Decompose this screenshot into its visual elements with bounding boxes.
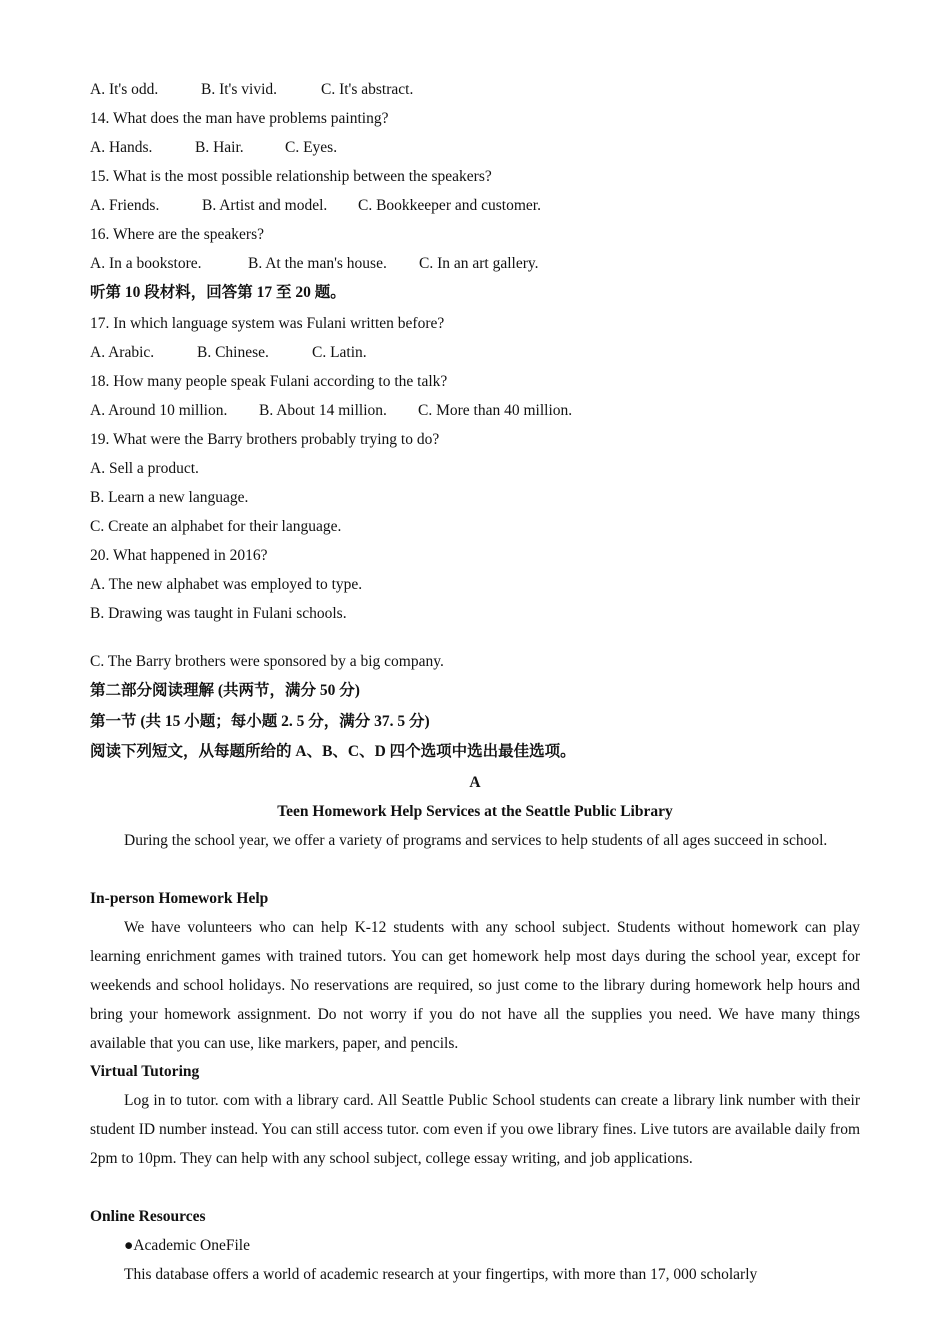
option-a: A. Hands.	[90, 139, 153, 156]
q19-option-c: C. Create an alphabet for their language.	[90, 518, 342, 535]
in-person-text: We have volunteers who can help K-12 students with any school subject. Students without homework can play learning enrichment games with trained tutors. You can get homework help most days during the school year, except for weekends and school holidays. No reservations are required, so just come to the library during homework help hours and bring your homework assignment. Do not worry if you do not have all the supplies you need. We have many things available that you can use, like markers, paper, and pencils.	[90, 919, 860, 1052]
intro-paragraph	[90, 826, 860, 855]
option-b: B. Hair.	[195, 139, 244, 156]
question-17: 17. In which language system was Fulani written before?	[90, 315, 445, 332]
q15-options	[90, 191, 860, 220]
option-a: A. Friends.	[90, 197, 160, 214]
question-14: 14. What does the man have problems painting?	[90, 110, 389, 127]
q20-option-b: B. Drawing was taught in Fulani schools.	[90, 605, 347, 622]
academic-onefile-paragraph	[90, 1260, 860, 1289]
q16-options	[90, 249, 860, 278]
q18-options	[90, 396, 860, 425]
section-one-title: 第一节 (共 15 小题；每小题 2. 5 分，满分 37. 5 分)	[90, 713, 430, 730]
question-20: 20. What happened in 2016?	[90, 547, 268, 564]
in-person-paragraph	[90, 913, 860, 1058]
option-c: C. Eyes.	[285, 139, 338, 156]
virtual-tutoring-text: Log in to tutor. com with a library card. All Seattle Public School students can create a library link number with their student ID number instead. You can still access tutor. com even if you owe library fines. Live tutors are available daily from 2pm to 10pm. They can help with any school subject, college essay writing, and job applications.	[90, 1092, 860, 1167]
q17-options	[90, 338, 860, 367]
option-c: C. More than 40 million.	[418, 402, 573, 419]
passage-title: Teen Homework Help Services at the Seattle Public Library	[277, 803, 673, 820]
option-c: C. In an art gallery.	[419, 255, 539, 272]
option-c: C. It's abstract.	[321, 81, 414, 98]
question-16: 16. Where are the speakers?	[90, 226, 264, 243]
virtual-tutoring-heading: Virtual Tutoring	[90, 1063, 200, 1080]
virtual-tutoring-paragraph	[90, 1086, 860, 1173]
option-b: B. Artist and model.	[202, 197, 328, 214]
q20-option-a: A. The new alphabet was employed to type.	[90, 576, 363, 593]
academic-onefile-text: This database offers a world of academic research at your fingertips, with more than 17, 000 scholarly	[124, 1266, 758, 1283]
passage-letter: A	[469, 774, 481, 791]
option-a: A. Around 10 million.	[90, 402, 228, 419]
question-19: 19. What were the Barry brothers probably trying to do?	[90, 431, 440, 448]
section-10-header: 听第 10 段材料，回答第 17 至 20 题。	[90, 284, 346, 301]
option-a: A. In a bookstore.	[90, 255, 202, 272]
online-resources-heading: Online Resources	[90, 1208, 206, 1225]
q19-option-a: A. Sell a product.	[90, 460, 199, 477]
option-b: B. At the man's house.	[248, 255, 387, 272]
option-b: B. It's vivid.	[201, 81, 277, 98]
q19-option-b: B. Learn a new language.	[90, 489, 249, 506]
question-15: 15. What is the most possible relationship between the speakers?	[90, 168, 492, 185]
option-c: C. Latin.	[312, 344, 367, 361]
option-c: C. Bookkeeper and customer.	[358, 197, 541, 214]
q20-option-c: C. The Barry brothers were sponsored by a big company.	[90, 653, 444, 670]
bullet-academic-onefile: ●Academic OneFile	[124, 1237, 250, 1254]
in-person-heading: In-person Homework Help	[90, 890, 269, 907]
option-b: B. About 14 million.	[259, 402, 387, 419]
option-b: B. Chinese.	[197, 344, 269, 361]
option-a: A. Arabic.	[90, 344, 155, 361]
part-two-title: 第二部分阅读理解 (共两节，满分 50 分)	[90, 682, 360, 699]
option-a: A. It's odd.	[90, 81, 159, 98]
q14-options	[90, 133, 860, 162]
reading-instruction: 阅读下列短文，从每题所给的 A、B、C、D 四个选项中选出最佳选项。	[90, 743, 576, 760]
question-18: 18. How many people speak Fulani according to the talk?	[90, 373, 448, 390]
q13-options	[90, 75, 860, 104]
intro-text: During the school year, we offer a variety of programs and services to help students of all ages succeed in school.	[124, 832, 828, 849]
